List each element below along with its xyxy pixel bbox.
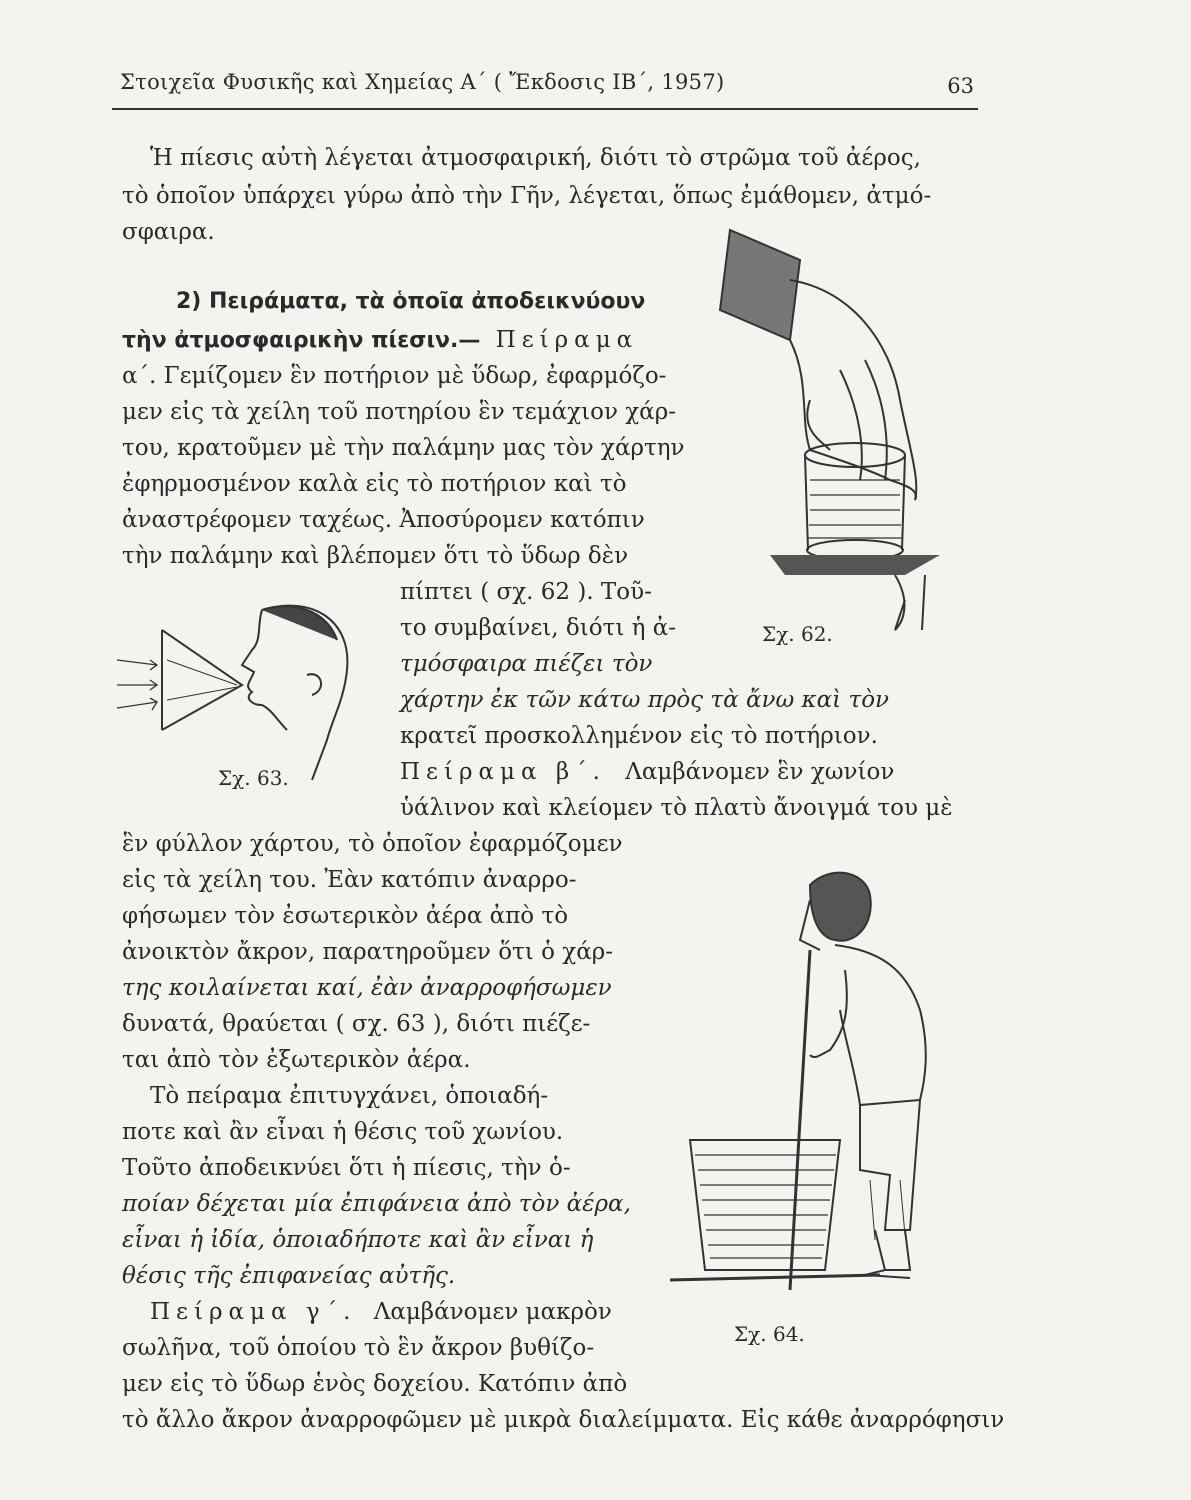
text-line: Τοῦτο ἀποδεικνύει ὅτι ἡ πίεσις, τὴν ὁ- bbox=[122, 1155, 571, 1181]
text-line-b bbox=[400, 754, 894, 790]
section-heading-cont: τὴν ἀτμοσφαιρικὴν πίεσιν.— bbox=[122, 328, 481, 353]
header-title: Στοιχεῖα Φυσικῆς καὶ Χημείας Α΄ ( Ἔκδοσις ΙΒ΄, 1957) bbox=[120, 70, 725, 94]
heading-line-2 bbox=[122, 322, 638, 359]
text-line: τὴν παλάμην καὶ βλέπομεν ὅτι τὸ ὕδωρ δὲν bbox=[122, 543, 629, 569]
figure-64-caption: Σχ. 64. bbox=[734, 1322, 805, 1346]
figure-62-caption: Σχ. 62. bbox=[762, 622, 833, 646]
text-line: πίπτει ( σχ. 62 ). Τοῦ- bbox=[400, 579, 652, 605]
experiment-a-label: Πείραμα bbox=[495, 327, 639, 353]
text-line: κρατεῖ προσκολλημένον εἰς τὸ ποτήριον. bbox=[400, 723, 878, 749]
text-line: ποτε καὶ ἂν εἶναι ἡ θέσις τοῦ χωνίου. bbox=[122, 1119, 564, 1145]
running-header bbox=[112, 66, 978, 110]
text-line: ἐφηρμοσμένον καλὰ εἰς τὸ ποτήριον καὶ τὸ bbox=[122, 471, 627, 497]
text-fragment: Λαμβάνομεν μακρὸν bbox=[373, 1299, 612, 1325]
text-line: ὑάλινον καὶ κλείομεν τὸ πλατὺ ἄνοιγμά του μὲ bbox=[400, 795, 953, 821]
text-line: θέσις τῆς ἐπιφανείας αὐτῆς. bbox=[122, 1263, 456, 1289]
figure-62-illustration bbox=[690, 220, 970, 640]
text-line: α΄. Γεμίζομεν ἓν ποτήριον μὲ ὕδωρ, ἐφαρμόζο- bbox=[122, 363, 667, 389]
text-line: δυνατά, θραύεται ( σχ. 63 ), διότι πιέζε- bbox=[122, 1011, 591, 1037]
text-line: φήσωμεν τὸν ἐσωτερικὸν ἀέρα ἀπὸ τὸ bbox=[122, 903, 569, 929]
experiment-b-label: Πείραμα β΄. bbox=[400, 759, 606, 785]
text-line: μεν εἰς τὰ χείλη τοῦ ποτηρίου ἓν τεμάχιον χάρ- bbox=[122, 399, 677, 425]
text-line-c bbox=[150, 1294, 612, 1330]
text-line: ται ἀπὸ τὸν ἐξωτερικὸν ἀέρα. bbox=[122, 1047, 471, 1073]
text-line: της κοιλαίνεται καί, ἐὰν ἀναρροφήσωμεν bbox=[122, 975, 612, 1001]
text-line: χάρτην ἐκ τῶν κάτω πρὸς τὰ ἄνω καὶ τὸν bbox=[400, 687, 890, 713]
text-line: εἶναι ἡ ἰδία, ὁποιαδήποτε καὶ ἂν εἶναι ἡ bbox=[122, 1227, 594, 1253]
text-line: ἀναστρέφομεν ταχέως. Ἀποσύρομεν κατόπιν bbox=[122, 507, 645, 533]
text-line: σωλῆνα, τοῦ ὁποίου τὸ ἓν ἄκρον βυθίζο- bbox=[122, 1335, 595, 1361]
text-line: ποίαν δέχεται μία ἐπιφάνεια ἀπὸ τὸν ἀέρα, bbox=[122, 1191, 631, 1217]
text-line: εἰς τὰ χείλη του. Ἐὰν κατόπιν ἀναρρο- bbox=[122, 867, 577, 893]
text-line: τμόσφαιρα πιέζει τὸν bbox=[400, 651, 653, 677]
text-fragment: Λαμβάνομεν ἓν χωνίον bbox=[625, 759, 895, 785]
experiment-c-label: Πείραμα γ΄. bbox=[150, 1299, 357, 1325]
figure-63-caption: Σχ. 63. bbox=[218, 766, 289, 790]
figure-64-illustration bbox=[660, 850, 980, 1330]
page-number: 63 bbox=[947, 74, 974, 98]
text-line: τὸ ἄλλο ἄκρον ἀναρροφῶμεν μὲ μικρὰ διαλείμματα. Εἰς κάθε ἀναρρόφησιν bbox=[122, 1407, 1005, 1433]
section-heading: 2) Πειράματα, τὰ ὁποῖα ἀποδεικνύουν bbox=[176, 289, 646, 314]
text-line: του, κρατοῦμεν μὲ τὴν παλάμην μας τὸν χάρτην bbox=[122, 435, 685, 461]
figure-63-illustration bbox=[112, 590, 362, 790]
text-line: τὸ ὁποῖον ὑπάρχει γύρω ἀπὸ τὴν Γῆν, λέγεται, ὅπως ἐμάθομεν, ἀτμό- bbox=[122, 183, 932, 209]
text-line: ἓν φύλλον χάρτου, τὸ ὁποῖον ἐφαρμόζομεν bbox=[122, 831, 623, 857]
text-line: σφαιρα. bbox=[122, 219, 215, 245]
text-line: Ἡ πίεσις αὐτὴ λέγεται ἀτμοσφαιρική, διότι τὸ στρῶμα τοῦ ἀέρος, bbox=[150, 145, 921, 171]
text-line: Τὸ πείραμα ἐπιτυγχάνει, ὁποιαδή- bbox=[150, 1083, 549, 1109]
text-line: το συμβαίνει, διότι ἡ ἀ- bbox=[400, 615, 677, 641]
text-line: μεν εἰς τὸ ὕδωρ ἑνὸς δοχείου. Κατόπιν ἀπὸ bbox=[122, 1371, 628, 1397]
text-line: ἀνοικτὸν ἄκρον, παρατηροῦμεν ὅτι ὁ χάρ- bbox=[122, 939, 614, 965]
